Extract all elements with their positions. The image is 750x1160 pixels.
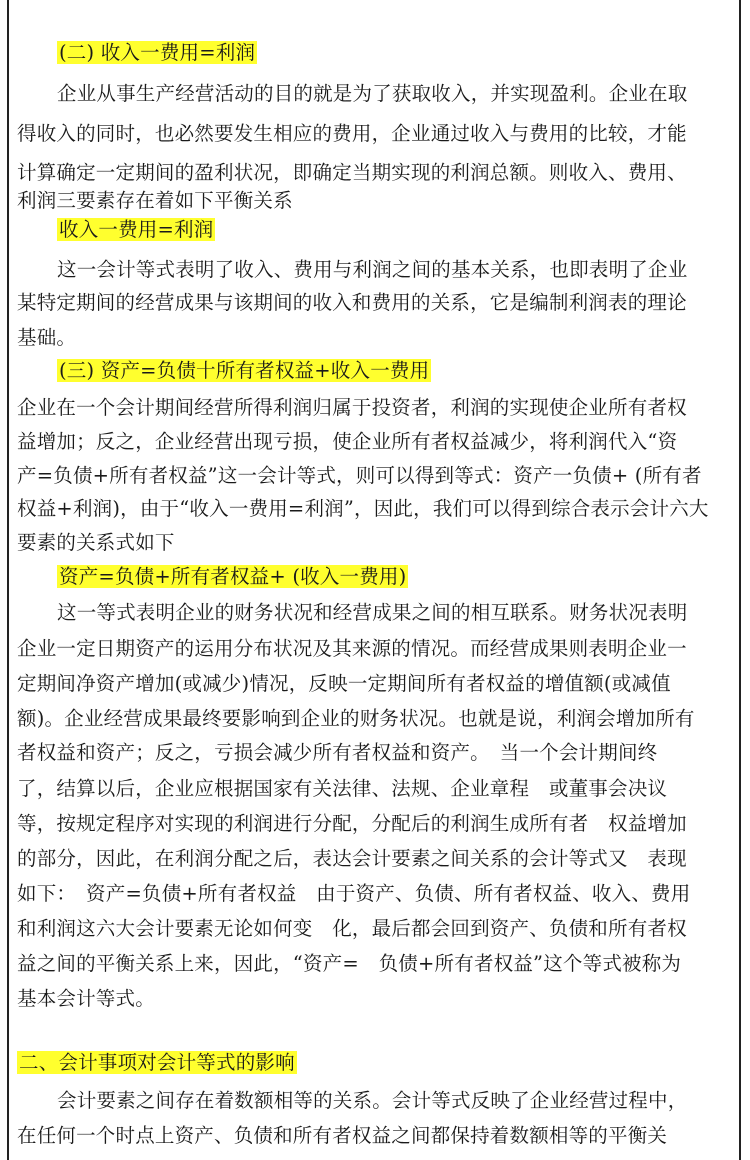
- paragraph-line: 企业在一个会计期间经营所得利润归属于投资者，利润的实现使企业所有者权: [17, 396, 687, 419]
- highlighted-heading: (三) 资产=负债十所有者权益+收入一费用: [59, 359, 430, 382]
- paragraph-line: 产=负债+所有者权益”这一会计等式，则可以得到等式：资产一负债+ (所有者: [17, 464, 702, 487]
- section-heading: [57, 40, 257, 66]
- paragraph-line: 企业从事生产经营活动的目的就是为了获取收入，并实现盈利。企业在取: [57, 82, 688, 105]
- paragraph-line: 如下： 资产=负债+所有者权益 由于资产、负债、所有者权益、收入、费用: [17, 882, 691, 905]
- paragraph-line: 会计要素之间存在着数额相等的关系。会计等式反映了企业经营过程中，: [57, 1089, 688, 1112]
- highlighted-heading: 二、会计事项对会计等式的影响: [19, 1051, 295, 1074]
- highlighted-formula: 收入一费用=利润: [59, 218, 214, 241]
- paragraph-line: 这一会计等式表明了收入、费用与利润之间的基本关系，也即表明了企业: [57, 258, 688, 281]
- formula-line: [57, 217, 215, 243]
- formula-line: [57, 564, 408, 590]
- paragraph-line: 的部分，因此，在利润分配之后，表达会计要素之间关系的会计等式又 表现: [17, 847, 687, 870]
- section-heading: [57, 358, 431, 384]
- highlighted-heading: (二) 收入一费用=利润: [59, 41, 256, 64]
- paragraph-line: 计算确定一定期间的盈利状况，即确定当期实现的利润总额。则收入、费用、: [17, 161, 687, 184]
- paragraph-line: 得收入的同时，也必然要发生相应的费用，企业通过收入与费用的比较，才能: [17, 122, 687, 145]
- paragraph-line: 定期间净资产增加(或减少)情况，反映一定期间所有者权益的增值额(或减值: [17, 672, 671, 695]
- paragraph-line: 了，结算以后，企业应根据国家有关法律、法规、企业章程 或董事会决议: [17, 777, 668, 800]
- paragraph-line: 益之间的平衡关系上来，因此，“资产= 负债+所有者权益”这个等式被称为: [17, 952, 682, 975]
- paragraph-line: 和利润这六大会计要素无论如何变 化，最后都会回到资产、负债和所有者权: [17, 917, 687, 940]
- paragraph-line: 权益+利润)，由于“收入一费用=利润”，因此，我们可以得到综合表示会计六大: [17, 497, 709, 520]
- paragraph-line: 要素的关系式如下: [17, 531, 175, 554]
- part-heading: [17, 1050, 297, 1076]
- paragraph-line: 企业一定日期资产的运用分布状况及其来源的情况。而经营成果则表明企业一: [17, 637, 687, 660]
- paragraph-line: 益增加；反之，企业经营出现亏损，使企业所有者权益减少，将利润代入“资: [17, 430, 678, 453]
- paragraph-line: 某特定期间的经营成果与该期间的收入和费用的关系，它是编制利润表的理论: [17, 291, 687, 314]
- paragraph-line: 这一等式表明企业的财务状况和经营成果之间的相互联系。财务状况表明: [57, 601, 688, 624]
- paragraph-line: 基础。: [17, 326, 77, 349]
- paragraph-line: 额)。企业经营成果最终要影响到企业的财务状况。也就是说，利润会增加所有: [17, 707, 695, 730]
- paragraph-line: 利润三要素存在着如下平衡关系: [17, 189, 293, 212]
- paragraph-line: 者权益和资产；反之，亏损会减少所有者权益和资产。 当一个会计期间终: [17, 741, 658, 764]
- paragraph-line: 在任何一个时点上资产、负债和所有者权益之间都保持着数额相等的平衡关: [17, 1124, 668, 1147]
- paragraph-line: 基本会计等式。: [17, 987, 155, 1010]
- highlighted-formula: 资产=负债+所有者权益+ (收入一费用): [59, 565, 407, 588]
- paragraph-line: 等，按规定程序对实现的利润进行分配，分配后的利润生成所有者 权益增加: [17, 812, 687, 835]
